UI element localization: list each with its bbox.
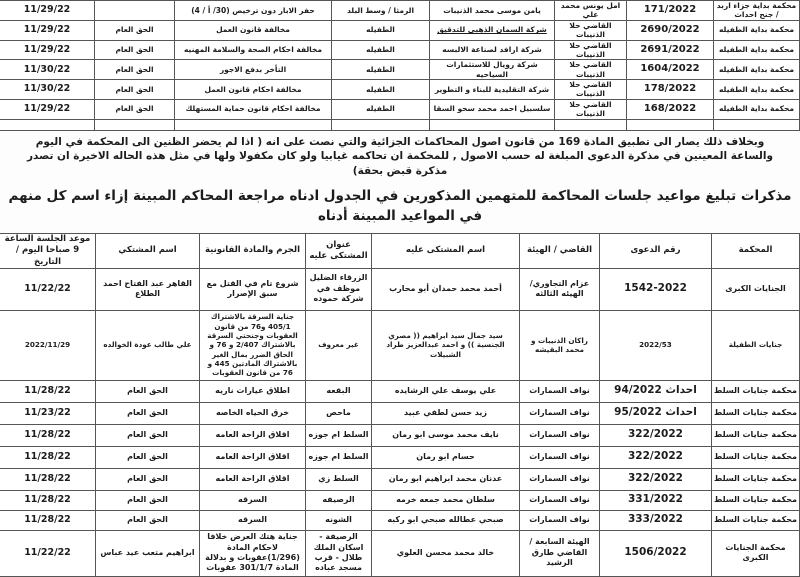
hearing-date-cell: 11/28/22	[0, 468, 96, 490]
plaintiff-cell: الحق العام	[96, 424, 200, 446]
case-number-cell: 322/2022	[600, 468, 712, 490]
plaintiff-cell: الحق العام	[96, 490, 200, 510]
judge-cell: القاضي حلا الذنيبات	[555, 40, 627, 60]
case-number-cell: 322/2022	[600, 424, 712, 446]
hearing-date-cell: 11/22/22	[0, 530, 96, 576]
table-row	[0, 446, 800, 468]
table-row-empty	[0, 119, 800, 130]
hearing-date-cell: 11/28/22	[0, 446, 96, 468]
case-number-cell: 1604/2022	[627, 60, 714, 80]
court-cell: محكمة بداية الطفيله	[714, 40, 800, 60]
defendant-cell: سلطان محمد جمعه خرمه	[372, 490, 520, 510]
address-cell: الرمثا / وسط البلد	[332, 1, 430, 21]
empty-cell	[175, 119, 332, 130]
defendant-cell: سيد جمال سيد ابراهيم (( مصري الجنسية )) و احمد عبدالعزيز طراد الشبيلات	[372, 310, 520, 380]
judge-cell: نواف السمارات	[520, 380, 600, 402]
court-cell: محكمة بداية الطفيله	[714, 20, 800, 40]
header-charge: الجرم والمادة القانونية	[200, 234, 306, 268]
table-row	[0, 99, 800, 119]
case-number-cell: 178/2022	[627, 80, 714, 100]
case-number-cell: 2690/2022	[627, 20, 714, 40]
defendant-cell: شركة التقليدية للبناء و التطوير	[430, 80, 555, 100]
table-row	[0, 402, 800, 424]
charge-cell: اقلاق الراحة العامه	[200, 468, 306, 490]
header-defendant: اسم المشتكى عليه	[372, 234, 520, 268]
defendant-cell: نايف محمد موسى ابو رمان	[372, 424, 520, 446]
address-cell: البقعه	[306, 380, 372, 402]
case-number-cell: احداث 94/2022	[600, 380, 712, 402]
charge-cell: جناية هتك العرض خلافا لاحكام المادة (1/296)عقوبات و بدلالة المادة 301/1/7 عقوبات	[200, 530, 306, 576]
defendant-cell: حسام ابو رمان	[372, 446, 520, 468]
address-cell: الطفيله	[332, 40, 430, 60]
charge-cell: السرقه	[200, 490, 306, 510]
hearing-date-cell: 11/28/22	[0, 510, 96, 530]
judge-cell: امل يونس محمد علي	[555, 1, 627, 21]
charge-cell: مخالفة احكام الصحة والسلامة المهنيه	[175, 40, 332, 60]
plaintiff-cell: القاهر عبد الفتاح احمد الطلاع	[96, 268, 200, 310]
table-row	[0, 20, 800, 40]
judge-cell: نواف السمارات	[520, 446, 600, 468]
address-cell: السلط ام جوزه	[306, 446, 372, 468]
court-cell: جنايات الطفيلة	[712, 310, 800, 380]
charge-cell: مخالفة احكام قانون العمل	[175, 80, 332, 100]
defendant-cell: يامن موسى محمد الذنيبات	[430, 1, 555, 21]
defendant-cell: شركة السمان الذهبي للتدقيق	[430, 20, 555, 40]
table-row	[0, 490, 800, 510]
header-plaintiff: اسم المشتكي	[96, 234, 200, 268]
plaintiff-cell: الحق العام	[96, 402, 200, 424]
hearing-date-cell: 11/28/22	[0, 490, 96, 510]
plaintiff-cell: الحق العام	[95, 80, 175, 100]
defendant-cell: صبحي عطالله صبحي ابو ركبه	[372, 510, 520, 530]
defendant-cell: زيد حسن لطفي عبيد	[372, 402, 520, 424]
case-number-cell: 333/2022	[600, 510, 712, 530]
header-judge: القاضي / الهيئة	[520, 234, 600, 268]
case-number-cell: 2691/2022	[627, 40, 714, 60]
plaintiff-cell: الحق العام	[96, 468, 200, 490]
hearing-date-cell: 11/29/22	[0, 40, 95, 60]
empty-cell	[430, 119, 555, 130]
judge-cell: نواف السمارات	[520, 510, 600, 530]
defendant-cell: أحمد محمد حمدان أبو محارب	[372, 268, 520, 310]
table-row	[0, 1, 800, 21]
address-cell: السلط ام جوزه	[306, 424, 372, 446]
case-number-cell: 1506/2022	[600, 530, 712, 576]
charge-cell: شروع تام في القتل مع سبق الإصرار	[200, 268, 306, 310]
court-cell: محكمة جنايات السلط	[712, 468, 800, 490]
hearing-date-cell: 11/22/22	[0, 268, 96, 310]
plaintiff-cell	[95, 1, 175, 21]
charge-cell: اطلاق عيارات ناريه	[200, 380, 306, 402]
judge-cell: نواف السمارات	[520, 424, 600, 446]
court-cell: محكمة جنايات السلط	[712, 380, 800, 402]
plaintiff-cell: الحق العام	[95, 99, 175, 119]
defendant-cell: علي يوسف علي الرشايده	[372, 380, 520, 402]
table-row	[0, 380, 800, 402]
table-row	[0, 510, 800, 530]
address-cell: الطفيله	[332, 60, 430, 80]
table-row	[0, 468, 800, 490]
empty-cell	[95, 119, 175, 130]
court-cell: محكمة بداية الطفيله	[714, 60, 800, 80]
judge-cell: نواف السمارات	[520, 468, 600, 490]
court-cell: محكمة جنايات السلط	[712, 490, 800, 510]
judge-cell: نواف السمارات	[520, 490, 600, 510]
table-header-row	[0, 234, 800, 268]
hearing-date-cell: 11/30/22	[0, 80, 95, 100]
judge-cell: القاضي حلا الذنيبات	[555, 60, 627, 80]
address-cell: ماحص	[306, 402, 372, 424]
section-heading: مذكرات تبليغ مواعيد جلسات المحاكمة للمتهمين المذكورين في الجدول ادناه مراجعة المحاكم المبينة إزاء اسم كل منهم في المواعيد المبينة أدناه	[8, 187, 792, 225]
address-cell: غير معروف	[306, 310, 372, 380]
address-cell: الطفيله	[332, 99, 430, 119]
defendant-cell: عدنان محمد ابراهيم ابو رمان	[372, 468, 520, 490]
header-address: عنوان المشتكى عليه	[306, 234, 372, 268]
charge-cell: حفر الابار دون ترخيص (30/ أ / 4)	[175, 1, 332, 21]
hearing-date-cell: 11/30/22	[0, 60, 95, 80]
empty-cell	[332, 119, 430, 130]
table-row	[0, 268, 800, 310]
court-cell: محكمة جنايات السلط	[712, 446, 800, 468]
address-cell: الرصيفه	[306, 490, 372, 510]
hearing-date-cell: 11/29/22	[0, 1, 95, 21]
plaintiff-cell: الحق العام	[96, 380, 200, 402]
court-cell: محكمة بداية جزاء اربد / جنح احداث	[714, 1, 800, 21]
plaintiff-cell: الحق العام	[95, 40, 175, 60]
plaintiff-cell: الحق العام	[95, 60, 175, 80]
defendant-cell: خالد محمد محسن العلوي	[372, 530, 520, 576]
address-cell: الطفيله	[332, 20, 430, 40]
charge-cell: مخالفة احكام قانون حماية المستهلك	[175, 99, 332, 119]
address-cell: السلط زي	[306, 468, 372, 490]
plaintiff-cell: الحق العام	[96, 446, 200, 468]
judge-cell: القاضي حلا الذنيبات	[555, 20, 627, 40]
charge-cell: التأخر بدفع الاجور	[175, 60, 332, 80]
court-cell: محكمة جنايات السلط	[712, 510, 800, 530]
hearing-date-cell: 11/28/22	[0, 424, 96, 446]
judge-cell: عزام التجاوري/الهيئه الثالثه	[520, 268, 600, 310]
hearing-date-cell: 11/29/22	[0, 99, 95, 119]
court-cell: محكمة جنايات السلط	[712, 424, 800, 446]
charge-cell: خرق الحياه الخاصه	[200, 402, 306, 424]
defendant-cell: سلسبيل احمد محمد سحو السقا	[430, 99, 555, 119]
empty-cell	[555, 119, 627, 130]
empty-cell	[627, 119, 714, 130]
plaintiff-cell: الحق العام	[95, 20, 175, 40]
case-number-cell: 168/2022	[627, 99, 714, 119]
top-court-notices-table	[0, 0, 800, 131]
case-number-cell: 171/2022	[627, 1, 714, 21]
plaintiff-cell: الحق العام	[96, 510, 200, 530]
table-row	[0, 310, 800, 380]
case-number-cell: 2022/53	[600, 310, 712, 380]
table-row	[0, 80, 800, 100]
charge-cell: اقلاق الراحة العامه	[200, 446, 306, 468]
empty-cell	[0, 119, 95, 130]
court-cell: محكمة الجنايات الكبرى	[712, 530, 800, 576]
defendant-cell: شركة ارافد لصناعة الالبسه	[430, 40, 555, 60]
charge-cell: السرقه	[200, 510, 306, 530]
case-number-cell: 322/2022	[600, 446, 712, 468]
address-cell: الزرقاء الضليل موظف في شركة حموده	[306, 268, 372, 310]
court-cell: محكمة بداية الطفيله	[714, 80, 800, 100]
legal-notice-paragraph: وبخلاف ذلك يصار الى تطبيق المادة 169 من قانون اصول المحاكمات الجزائية والتي نصت على انه ( اذا لم يحضر الظنين الى المحكمة في اليوم والساعة المعينين في مذكرة الدعوى المبلغة له حسب الاصول , للمحكمة ان تحاكمه غيابيا ولو كان مكفولا ولها في مثل هذه الحاله الاخيرة ان تصدر مذكرة قبض بحقة)	[27, 135, 773, 177]
case-number-cell: 1542-2022	[600, 268, 712, 310]
address-cell: الشونه	[306, 510, 372, 530]
plaintiff-cell: علي طالب عودة الخوالده	[96, 310, 200, 380]
plaintiff-cell: ابراهيم متعب عيد عباس	[96, 530, 200, 576]
court-cell: الجنايات الكبرى	[712, 268, 800, 310]
hearing-date-cell: 2022/11/29	[0, 310, 96, 380]
hearing-date-cell: 11/29/22	[0, 20, 95, 40]
judge-cell: نواف السمارات	[520, 402, 600, 424]
court-cell: محكمة بداية الطفيله	[714, 99, 800, 119]
hearing-date-cell: 11/23/22	[0, 402, 96, 424]
judge-cell: القاضي حلا الذنيبات	[555, 80, 627, 100]
table-row	[0, 60, 800, 80]
empty-cell	[714, 119, 800, 130]
header-case-number: رقم الدعوى	[600, 234, 712, 268]
defendant-cell: شركة رويال للاستثمارات السياحيه	[430, 60, 555, 80]
address-cell: الطفيله	[332, 80, 430, 100]
charge-cell: اقلاق الراحة العامه	[200, 424, 306, 446]
case-number-cell: 331/2022	[600, 490, 712, 510]
hearing-notices-table	[0, 233, 800, 576]
table-row	[0, 424, 800, 446]
header-hearing-date: موعد الجلسة الساعة 9 صباحا اليوم / التاريخ	[0, 234, 96, 268]
case-number-cell: احداث 95/2022	[600, 402, 712, 424]
judge-cell: القاضي حلا الذنيبات	[555, 99, 627, 119]
address-cell: الرصيفة - اسكان الملك طلال - قرب مسجد عباده	[306, 530, 372, 576]
judge-cell: الهيئة السابعة / القاضي طارق الرشيد	[520, 530, 600, 576]
table-row	[0, 40, 800, 60]
judge-cell: راكان الذنيبات و محمد البقيشه	[520, 310, 600, 380]
court-cell: محكمة جنايات السلط	[712, 402, 800, 424]
charge-cell: مخالفة قانون العمل	[175, 20, 332, 40]
charge-cell: جناية السرقة بالاشتراك 405/1 و76 من قانون العقوبات وجنحتي السرقة بالاشتراك 2/407 و 76 و الحاق الضرر بمال الغير بالاشتراك المادتين 445 و 76 من قانون العقوبات	[200, 310, 306, 380]
header-court: المحكمة	[712, 234, 800, 268]
table-row	[0, 530, 800, 576]
hearing-date-cell: 11/28/22	[0, 380, 96, 402]
